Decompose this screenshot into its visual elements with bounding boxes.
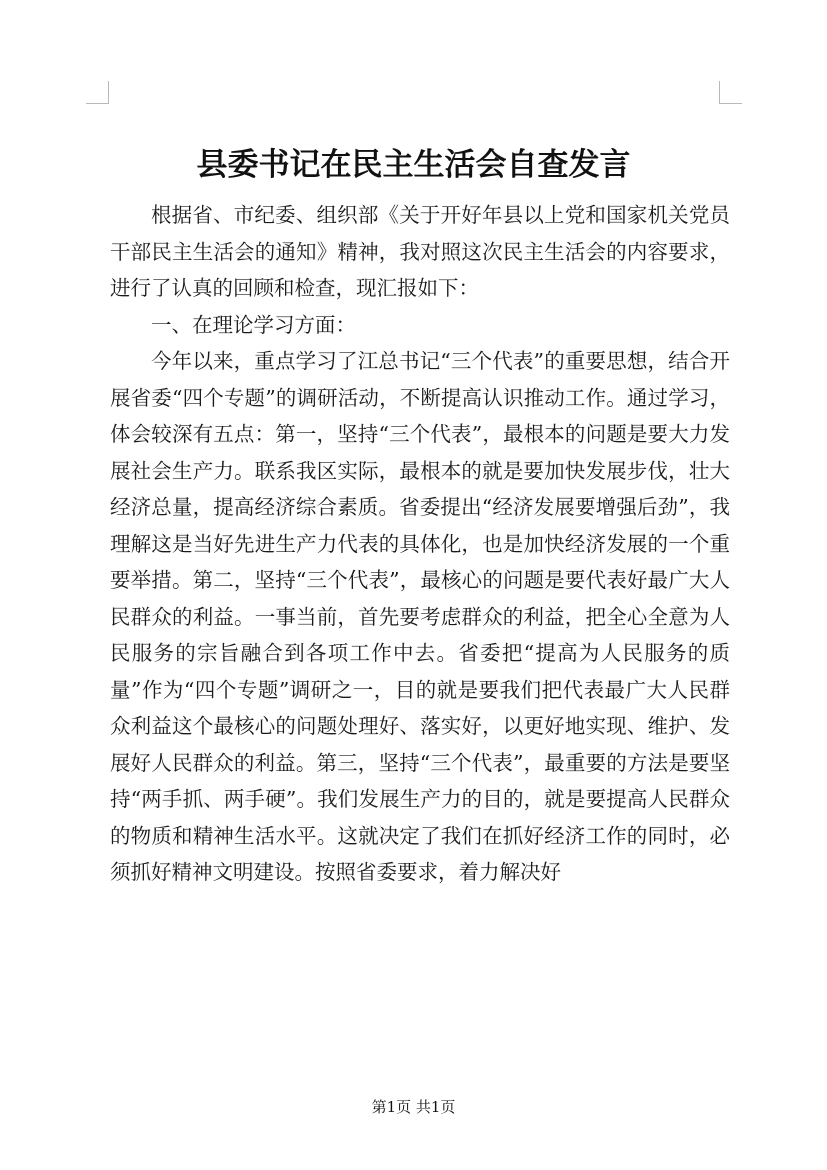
crop-mark-top-right bbox=[719, 81, 742, 104]
crop-mark-top-left bbox=[86, 81, 109, 104]
page-footer: 第1页 共1页 bbox=[371, 1098, 456, 1116]
paragraph-intro: 根据省、市纪委、组织部《关于开好年县以上党和国家机关党员干部民主生活会的通知》精神，我对照这次民主生活会的内容要求，进行了认真的回顾和检查，现汇报如下： bbox=[110, 203, 730, 300]
section-heading: 一、在理论学习方面： bbox=[151, 312, 356, 337]
paragraph-study: 今年以来，重点学习了江总书记“三个代表”的重要思想，结合开展省委“四个专题”的调研活动，不断提高认识推动工作。通过学习，体会较深有五点：第一，坚持“三个代表”，最根本的问题是要大力发展社会生产力。联系我区实际，最根本的就是要加快发展步伐，壮大经济总量，提高经济综合素质。省委提出“经济发展要增强后劲”，我理解这是当好先进生产力代表的具体化，也是加快经济发展的一个重要举措。第二，坚持“三个代表”，最核心的问题是要代表好最广大人民群众的利益。一事当前，首先要考虑群众的利益，把全心全意为人民服务的宗旨融合到各项工作中去。省委把“提高为人民服务的质量”作为“四个专题”调研之一，目的就是要我们把代表最广大人民群众利益这个最核心的问题处理好、落实好，以更好地实现、维护、发展好人民群众的利益。第三，坚持“三个代表”，最重要的方法是要坚持“两手抓、两手硬”。我们发展生产力的目的，就是要提高人民群众的物质和精神生活水平。这就决定了我们在抓好经济工作的同时，必须抓好精神文明建设。按照省委要求，着力解决好 bbox=[110, 349, 730, 884]
document-title: 县委书记在民主生活会自查发言 bbox=[196, 147, 631, 183]
document-body bbox=[110, 197, 730, 891]
